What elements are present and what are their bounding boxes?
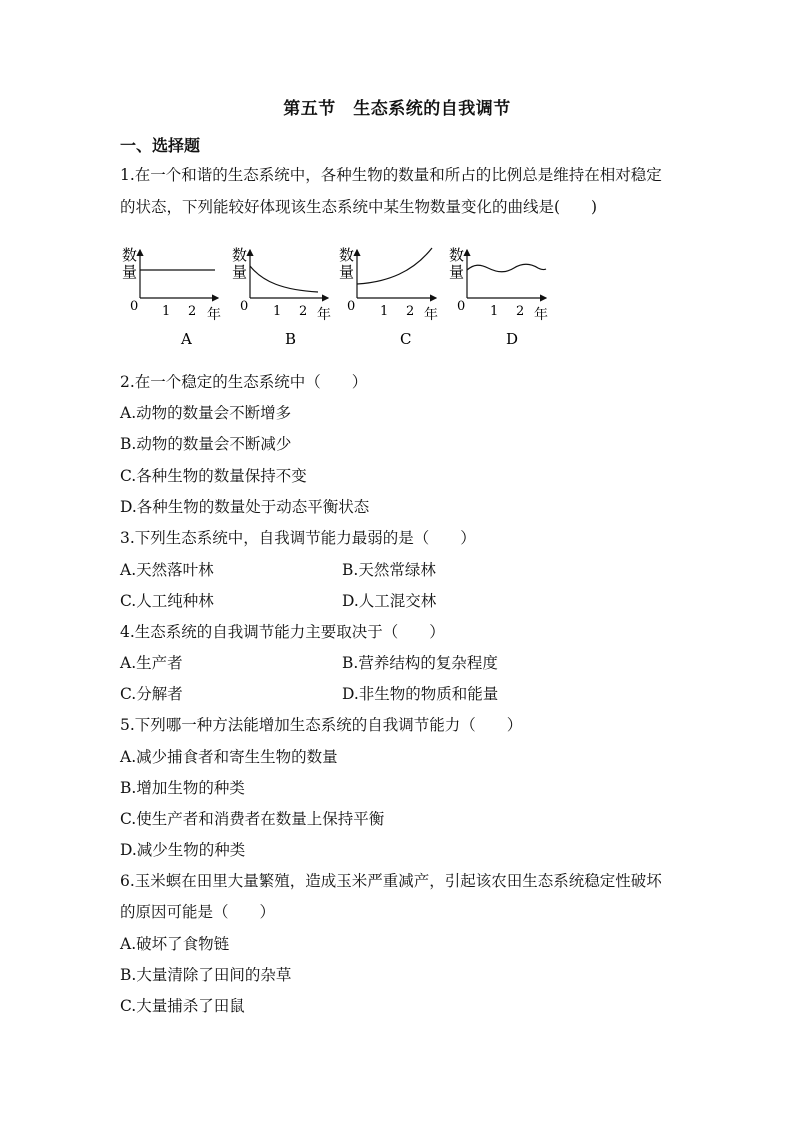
question-3-option-d: D.人工混交林: [342, 592, 437, 610]
graph-c-xunit: 年: [424, 307, 438, 323]
question-6-option-a: A.破坏了食物链: [120, 935, 230, 953]
question-4-option-b: B.营养结构的复杂程度: [342, 654, 498, 672]
question-1-line-2: 的状态，下列能较好体现该生态系统中某生物数量变化的曲线是( ): [120, 198, 598, 216]
question-5-option-c: C.使生产者和消费者在数量上保持平衡: [120, 810, 385, 828]
page-title: 第五节 生态系统的自我调节: [283, 99, 511, 119]
question-4-option-c: C.分解者: [120, 685, 183, 703]
question-2-stem: 2.在一个稳定的生态系统中（ ）: [120, 373, 368, 391]
graph-c-ylabel-bottom: 量: [339, 263, 355, 281]
graph-b-tick-2: 2: [299, 304, 308, 319]
graph-b-ylabel-bottom: 量: [232, 263, 248, 281]
graph-c-ylabel-top: 数: [339, 246, 355, 264]
graph-a-tick-1: 1: [162, 304, 171, 319]
question-6-option-b: B.大量清除了田间的杂草: [120, 966, 292, 984]
graphs-figure: [118, 242, 558, 352]
question-3-option-c: C.人工纯种林: [120, 592, 214, 610]
question-2-option-b: B.动物的数量会不断减少: [120, 435, 292, 453]
question-4-option-d: D.非生物的物质和能量: [342, 685, 499, 703]
question-2-option-c: C.各种生物的数量保持不变: [120, 467, 307, 485]
graph-b-xunit: 年: [317, 307, 331, 323]
question-6-line-2: 的原因可能是（ ）: [120, 903, 276, 921]
question-3-stem: 3.下列生态系统中，自我调节能力最弱的是（ ）: [120, 529, 476, 547]
question-4-stem: 4.生态系统的自我调节能力主要取决于（ ）: [120, 623, 445, 641]
graph-b-origin: 0: [240, 299, 249, 314]
graph-d-ylabel-top: 数: [449, 246, 465, 264]
graph-a: [122, 246, 221, 348]
graph-d-origin: 0: [457, 299, 466, 314]
graph-d-tick-1: 1: [490, 304, 499, 319]
question-2-option-a: A.动物的数量会不断增多: [120, 404, 292, 422]
graph-a-ylabel-top: 数: [122, 246, 138, 264]
graph-b-tick-1: 1: [273, 304, 282, 319]
graph-d-curve: [467, 264, 546, 272]
graph-b: [232, 246, 331, 348]
graph-a-xunit: 年: [207, 307, 221, 323]
question-6-option-c: C.大量捕杀了田鼠: [120, 997, 245, 1015]
question-1-line-1: 1.在一个和谐的生态系统中，各种生物的数量和所占的比例总是维持在相对稳定: [120, 166, 662, 184]
graph-a-ylabel-bottom: 量: [122, 263, 138, 281]
graph-d-xunit: 年: [534, 307, 548, 323]
graph-d-label: D: [506, 330, 519, 348]
question-5-option-d: D.减少生物的种类: [120, 841, 246, 859]
question-4-option-a: A.生产者: [120, 654, 183, 672]
question-6-line-1: 6.玉米螟在田里大量繁殖，造成玉米严重减产，引起该农田生态系统稳定性破坏: [120, 872, 662, 890]
graph-c: [339, 246, 438, 348]
question-2-option-d: D.各种生物的数量处于动态平衡状态: [120, 498, 370, 516]
graph-c-origin: 0: [347, 299, 356, 314]
graph-c-curve: [357, 248, 432, 284]
graph-b-ylabel-top: 数: [232, 246, 248, 264]
graphs-svg: [118, 242, 558, 352]
graph-c-tick-2: 2: [406, 304, 415, 319]
question-5-stem: 5.下列哪一种方法能增加生态系统的自我调节能力（ ）: [120, 716, 523, 734]
graph-a-origin: 0: [130, 299, 139, 314]
question-5-option-b: B.增加生物的种类: [120, 779, 245, 797]
graph-c-tick-1: 1: [380, 304, 389, 319]
question-3-option-b: B.天然常绿林: [342, 561, 436, 579]
graph-b-label: B: [285, 330, 297, 348]
graph-c-label: C: [400, 330, 412, 348]
graph-d: [449, 246, 548, 348]
question-3-option-a: A.天然落叶林: [120, 561, 214, 579]
graph-a-tick-2: 2: [188, 304, 197, 319]
graph-d-tick-2: 2: [516, 304, 525, 319]
question-5-option-a: A.减少捕食者和寄生生物的数量: [120, 748, 338, 766]
graph-b-curve: [250, 266, 318, 292]
section-heading: 一、选择题: [120, 136, 201, 155]
graph-a-label: A: [181, 330, 192, 348]
graph-d-ylabel-bottom: 量: [449, 263, 465, 281]
